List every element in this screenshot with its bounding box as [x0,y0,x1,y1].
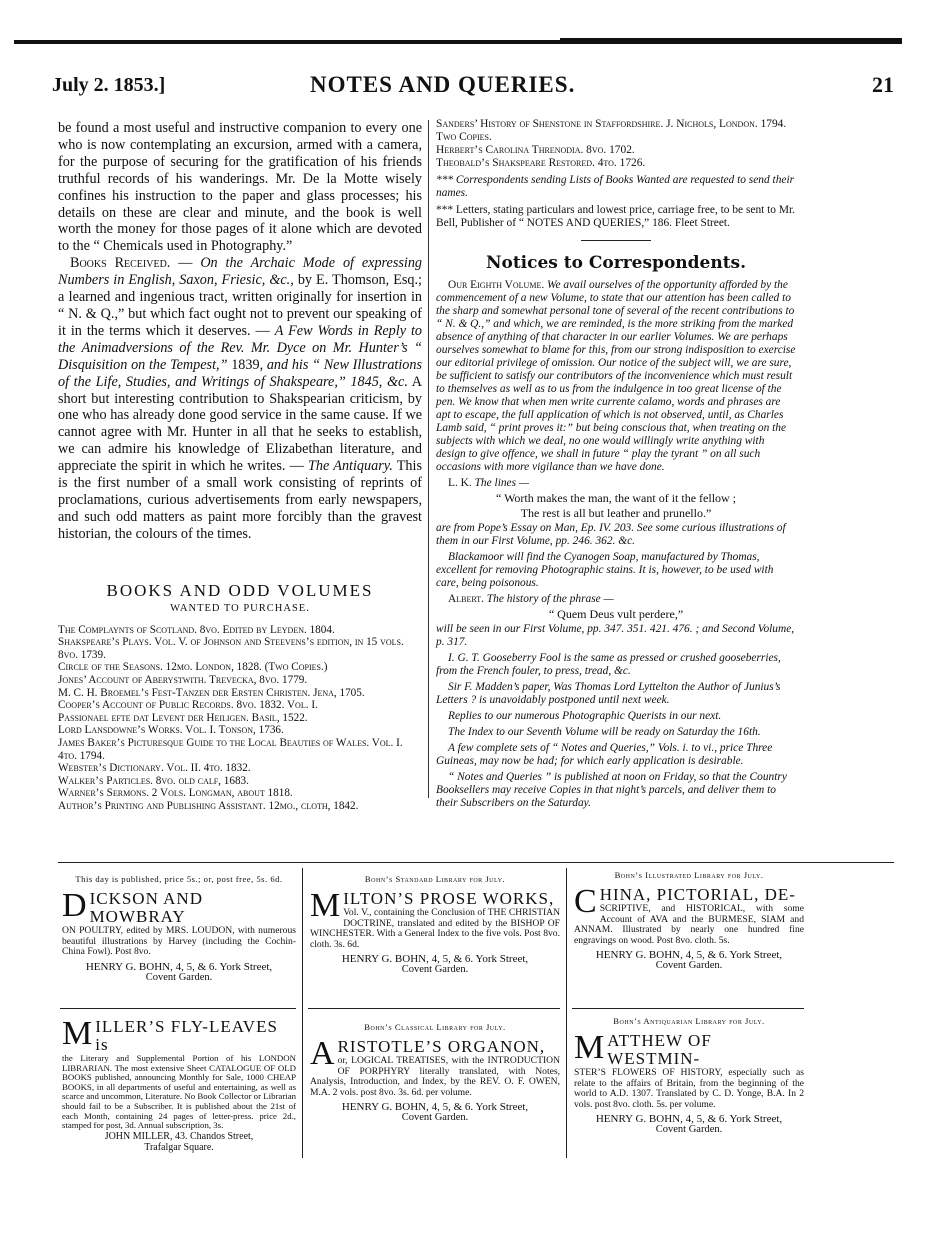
ad-body: Vol. V., containing the Conclusion of THE CHRISTIAN DOCTRINE, translated and edited by the BISHOP OF WINCHESTER. With a General Index to the five vols. Post 8vo. cloth. 3s. 6d. [310,907,560,950]
albert-after: will be seen in our First Volume, pp. 347. 351. 421. 476. ; and Second Volume, p. 317. [436,623,795,648]
index-notice: The Index to our Seventh Volume will be ready on Saturday the 16th. [448,726,761,738]
list-item: Warner’s Sermons. 2 Vols. Longman, about 1818. [58,787,293,800]
list-item: Lord Lansdowne’s Works. Vol. I. Tonson, 1736. [58,724,284,737]
top-rule [14,40,902,44]
book-text-archaic: by E. Thomson, Esq.; a learned and ingenious tract, written originally for insertion in “ N. & Q.,” but which fact ought not to prevent our speaking of it in the terms which it deserves. — [58,272,422,339]
lk-after: are from Pope’s Essay on Man, Ep. IV. 203. See some curious illustrations of them in our First Volume, pp. 246. 362. &c. [436,522,786,547]
ad-title: RISTOTLE’S ORGANON, [337,1037,546,1057]
igt-notice: I. G. T. Gooseberry Fool is the same as pressed or crushed gooseberries, from the French fouler, to press, tread, &c. [436,652,781,677]
sets-notice: A few complete sets of “ Notes and Queries,” Vols. i. to vi., price Three Guineas, may now be had; for which early application is desirable. [436,742,773,767]
ad-body: or, LOGICAL TREATISES, with the INTRODUCTION OF PORPHYRY literally translated, with Notes, Analysis, Introduction, and Index, by the REV. O. F. OWEN, M.A. 2 vols. post 8vo. 3s. 6d. per volume. [310,1055,560,1098]
drop-cap: A [310,1035,335,1073]
ad-address: Covent Garden. [145,972,213,984]
right-column [436,118,796,810]
ad-publisher: HENRY G. BOHN, 4, 5, & 6. York Street, [595,1113,783,1126]
list-item: Webster’s Dictionary. Vol. II. 4to. 1832. [58,762,251,775]
book-text-review: A short but interesting contribution to Shakspearian criticism, by one who has already done good service in the same cause. If we cannot agree with Mr. Hunter in all that he seeks to establish, we can admire his knowledge of Elizabethan literature, and appreciate the spirit in which he writes. — [58,373,422,475]
ad-title: ILTON’S PROSE WORKS, [343,889,555,909]
verse-line: “ Worth makes the man, the want of it the fellow ; [495,491,737,505]
ad-publisher: JOHN MILLER, 43. Chandos Street, [104,1130,254,1142]
book-text-year: 1839, [231,356,264,373]
lk-text: The lines — [474,477,530,489]
ad-publisher: HENRY G. BOHN, 4, 5, & 6. York Street, [341,953,529,966]
list-item: James Baker’s Picturesque Guide to the Local Beauties of Wales. Vol. I. 4to. 1794. [58,737,403,762]
books-received-paragraph [58,255,422,542]
ad-heading: Bohn’s Standard Library for July. [364,874,506,884]
albert-notice [436,593,796,606]
ad-body: the Literary and Supplemental Portion of his LONDON LIBRARIAN. The most extensive Sheet CATALOGUE OF OLD BOOKS published, announcing Monthly for Sale, 1000 CHEAP BOOKS, in all departments of useful and entertaining, as well as scarce and uncommon, Literature. No Book Collector or Librarian should fail to be a Subscriber. It is published about the 21st of each Month, containing 24 pages of letter-press. price 2d., stamped for post, 3d. Annual subscription, 3s. [62,1053,296,1131]
ad-matthew-westminster [574,1016,804,1136]
ad-body: SCRIPTIVE, and HISTORICAL, with some Account of AVA and the BURMESE, SIAM and ANNAM. Illustrated by nearly one hundred fine engravings on wood. Post 8vo. cloth. 5s. [574,903,804,946]
ad-title: HINA, PICTORIAL, DE- [599,885,796,905]
list-item: Theobald’s Shakspeare Restored. 4to. 1726. [436,157,646,169]
ads-row-rule-1 [60,1008,296,1009]
ad-heading: Bohn’s Antiquarian Library for July. [613,1016,765,1026]
list-item: Passionael efte dat Levent der Heiligen. Basil, 1522. [58,711,308,724]
ads-divider-2 [566,868,567,1158]
ad-dickson-mowbray [62,874,296,983]
verse-line: The rest is all but leather and prunello.” [520,506,712,520]
short-rule [581,240,651,241]
list-item: Shakspeare’s Plays. Vol. V. of Johnson and Steevens’s edition, in 15 vols. 8vo. 1739. [58,636,404,661]
book-title-archaic: On the Archaic Mode of expressing Numbers in English, Saxon, Friesic, &c., [58,255,423,289]
albert-label: Albert. [448,593,484,605]
notices-heading: Notices to Correspondents. [485,253,747,273]
list-item: Author’s Printing and Publishing Assistant. 12mo., cloth, 1842. [58,799,359,812]
ad-address: Covent Garden. [655,960,723,972]
book-title-reply: A Few Words in Reply to the Animadversions of the Rev. Mr. Dyce on Mr. Hunter’s “ Disquisition on the Tempest,” [58,322,423,373]
list-item: The Complaynts of Scotland. 8vo. Edited by Leyden. 1804. [58,623,335,636]
list-item: Cooper’s Account of Public Records. 8vo. 1832. Vol. I. [58,699,318,712]
page-number: 21 [872,72,894,97]
ad-title: ILLER’S FLY-LEAVES is [95,1017,278,1054]
ad-address: Trafalgar Square. [144,1142,214,1154]
ad-heading: Bohn’s Illustrated Library for July. [614,870,764,880]
ad-body: STER’S FLOWERS OF HISTORY, especially such as relate to the affairs of Britain, from the beginning of the world to A.D. 1307. Translated by C. D. Yonge, B.A. In 2 vols. post 8vo. cloth. 5s. per volume. [574,1067,804,1110]
eighth-volume-notice [436,279,796,474]
ad-aristotle-organon [310,1022,560,1124]
left-column [58,120,422,813]
list-item: Sanders’ History of Shenstone in Staffordshire. J. Nichols, London. 1794. Two Copies. [436,118,787,143]
ads-row-rule-3 [572,1008,804,1009]
eighth-volume-text: We avail ourselves of the opportunity afforded by the commencement of a new Volume, to state that our attention has been called to the sharp and somewhat personal tone of several of the recent contributions to “ N. & Q.,” and which, we are reminded, is the more striking from the marked absence of anything of that character in our earlier Volumes. We are perhaps ourselves somewhat to blame for this, from our strong indisposition to exercise our editorial privilege of omission. Our notice of the subject will, we are sure, be sufficient to satisfy our contributors of the inconvenience which must result to themselves as well as to us from the indulgence in too great license of the pen. We know that when men write currente calamo, words and phrases are apt to escape, the full application of which is not observed, until, as Charles Lamb said, “ print proves it:” but being conscious that, when treating on the subjects with which we deal, no one would willingly write anything with design to give offence, we shall in future “ play the tyrant ” on all such occasions with more vigilance than we have done. [436,279,796,473]
list-item: Walker’s Particles. 8vo. old calf, 1683. [58,774,249,787]
blackamoor-notice: Blackamoor will find the Cyanogen Soap, manufactured by Thomas, excellent for removing Photographic stains. It is, however, to be used with care, being poisonous. [436,551,774,589]
top-rule-thin [560,38,902,40]
list-item: M. C. H. Broemel’s Fest-Tanzen der Ersten Christen. Jena, 1705. [58,686,365,699]
ads-row-rule-2 [308,1008,560,1009]
ad-millers-fly-leaves [62,1015,296,1154]
list-item: Herbert’s Carolina Threnodia. 8vo. 1702. [436,144,635,156]
ad-publisher: HENRY G. BOHN, 4, 5, & 6. York Street, [85,960,273,973]
ad-address: Covent Garden. [401,964,469,976]
ad-body: ON POULTRY, edited by MRS. LOUDON, with numerous beautiful illustrations by Harvey (including the Cochin-China Fowl). Post 8vo. [62,925,296,958]
ad-publisher: HENRY G. BOHN, 4, 5, & 6. York Street, [595,949,783,962]
eighth-volume-label: Our Eighth Volume. [448,279,545,291]
ads-top-rule [58,862,894,863]
paragraph-review: be found a most useful and instructive companion to every one who is now contemplating an excursion, armed with a camera, for the purpose of securing for the gratification of his friends truthful records of his wanderings. Mr. De la Motte wisely confines his instruction to the paper and glass processes; his details on these are clear and minute, and the book is well worth the money for those pages of it alone which are devoted to the “ Chemicals used in Photography.” [58,120,422,255]
page-header [52,74,900,104]
drop-cap: M [574,1029,605,1067]
ads-divider-1 [302,868,303,1158]
replies-notice: Replies to our numerous Photographic Querists in our next. [448,710,722,722]
drop-cap: D [62,887,87,925]
list-item: Circle of the Seasons. 12mo. London, 1828. (Two Copies.) [58,661,328,674]
note-letters: *** Letters, stating particulars and lowest price, carriage free, to be sent to Mr. Bell, Publisher of “ NOTES AND QUERIES,” 186. Fleet Street. [436,204,795,229]
ad-milton-prose [310,874,560,976]
ad-address: Covent Garden. [401,1112,469,1124]
book-title-antiquary: The Antiquary. [308,458,393,475]
drop-cap: C [574,883,597,921]
verse-line: “ Quem Deus vult perdere,” [548,607,684,621]
ad-title: ICKSON AND MOWBRAY [89,889,203,927]
wanted-list [58,624,422,813]
list-item: Jones’ Account of Aberystwith. Trevecka, 8vo. 1779. [58,674,308,687]
drop-cap: M [62,1015,93,1052]
section-subheading: WANTED TO PURCHASE. [170,602,310,614]
book-title-illustrations: and his “ New Illustrations of the Life, Studies, and Writings of Shakspeare,” 1845, &c. [58,356,423,390]
books-received-label: Books Received. — [70,255,193,272]
ad-address: Covent Garden. [655,1124,723,1136]
published-notice: “ Notes and Queries ” is published at noon on Friday, so that the Country Booksellers may receive Copies in that night’s parcels, and deliver them to their Subscribers on the Saturday. [436,771,787,809]
ad-title: ATTHEW OF WESTMIN- [607,1031,712,1069]
column-divider [428,120,429,798]
madden-notice: Sir F. Madden’s paper, Was Thomas Lord Lyttelton the Author of Junius’s Letters ? is unavoidably postponed until next week. [436,681,781,706]
section-heading: BOOKS AND ODD VOLUMES [106,580,374,600]
ad-china-pictorial [574,870,804,972]
ad-publisher: HENRY G. BOHN, 4, 5, & 6. York Street, [341,1101,529,1114]
lk-label: L. K. [448,477,472,489]
ad-heading: Bohn’s Classical Library for July. [364,1022,506,1032]
albert-text: The history of the phrase — [486,593,614,605]
book-text-antiquary: This is the first number of a small work consisting of reprints of proclamations, curious advertisements from early newspapers, and such odd matters as paint more forcibly than the gravest historian, the colours of the times. [58,458,422,542]
drop-cap: M [310,887,341,925]
note-correspondents: *** Correspondents sending Lists of Books Wanted are requested to send their names. [436,174,795,199]
ad-heading: This day is published, price 5s.; or, post free, 5s. 6d. [75,874,283,884]
header-date: July 2. 1853.] [52,74,166,96]
header-title: NOTES AND QUERIES. [310,72,576,97]
lk-notice [436,477,796,490]
